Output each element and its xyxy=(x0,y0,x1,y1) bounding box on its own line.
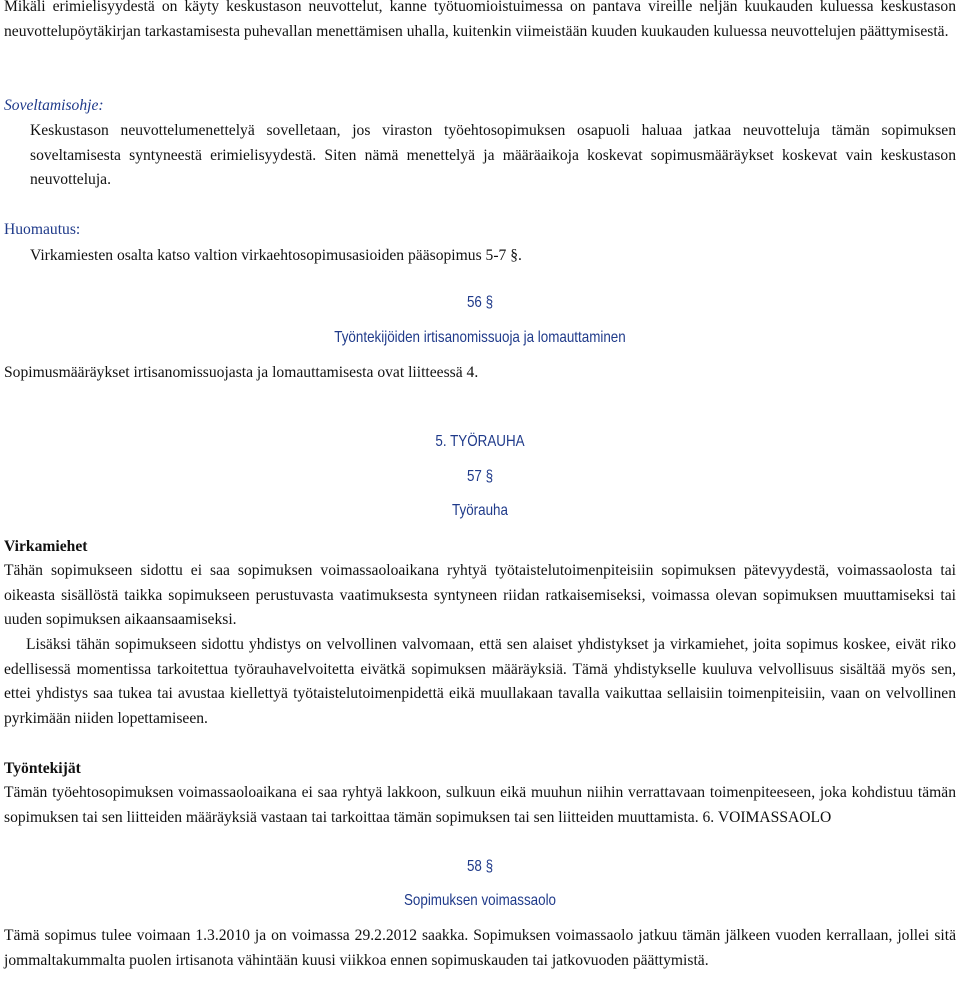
section-58-number: 58 § xyxy=(466,858,494,875)
section-58-text: Tämä sopimus tulee voimaan 1.3.2010 ja on voimassa 29.2.2012 saakka. Sopimuksen voimassaolo jatkuu tämän jälkeen vuoden kerrallaan, jollei sitä jommaltakummalta puolen irtisanota vähintään kuusi viikkoa ennen sopimuskauden tai jatkovuoden päättymistä. xyxy=(4,927,956,969)
soveltamisohje-text: Keskustason neuvottelumenettelyä sovelletaan, jos viraston työehtosopimuksen osapuoli haluaa jatkaa neuvotteluja tämän sopimuksen soveltamisesta syntyneestä erimielisyydestä. Siten nämä menettelyä ja määräaikoja koskevat sopimusmääräykset koskevat vain keskustason neuvotteluja. xyxy=(30,122,956,189)
section-56-number: 56 § xyxy=(466,294,494,311)
huomautus-text: Virkamiesten osalta katso valtion virkaehtosopimusasioiden pääsopimus 5-7 §. xyxy=(30,247,522,264)
virkamiehet-heading: Virkamiehet xyxy=(4,538,88,555)
soveltamisohje-label: Soveltamisohje: xyxy=(4,97,104,114)
tyontekijat-heading: Työntekijät xyxy=(4,760,81,777)
section-57-title: Työrauha xyxy=(452,502,508,519)
section-58-title: Sopimuksen voimassaolo xyxy=(403,892,557,909)
virkamiehet-paragraph-1: Tähän sopimukseen sidottu ei saa sopimuksen voimassaoloaikana ryhtyä työtaistelutoimenpiteisiin sopimuksen pätevyydestä, voimassaolosta tai oikeasta sisällöstä taikka sopimukseen perustuvasta vaatimuksesta syntyneen riidan ratkaisemiseksi, voimassa olevan sopimuksen muuttamiseksi tai uuden sopimuksen aikaansaamiseksi. xyxy=(4,562,956,629)
section-56-title: Työntekijöiden irtisanomissuoja ja lomauttaminen xyxy=(334,329,626,346)
tyontekijat-paragraph: Tämän työehtosopimuksen voimassaoloaikana ei saa ryhtyä lakkoon, sulkuun eikä muuhun niihin verrattavaan toimenpiteeseen, joka kohdistuu tämän sopimuksen tai sen liitteiden määräyksiä vastaan tai tarkoittaa tämän sopimuksen tai sen liitteiden muuttamista. 6. VOIMASSAOLO xyxy=(4,784,956,826)
chapter-5-title: 5. TYÖRAUHA xyxy=(435,433,525,450)
virkamiehet-paragraph-2: Lisäksi tähän sopimukseen sidottu yhdistys on velvollinen valvomaan, että sen alaiset yhdistykset ja virkamiehet, joita sopimus koskee, eivät riko edellisessä momentissa tarkoitettua työrauhavelvoitetta eivätkä sopimuksen määräyksiä. Tämä yhdistykselle kuuluva velvollisuus sisältää myös sen, ettei yhdistys saa tukea tai avustaa kiellettyä työtaistelutoimenpidettä eikä muullakaan tavalla vaikuttaa sellaisiin toimenpiteisiin, vaan on velvollinen pyrkimään niiden lopettamiseen. xyxy=(4,636,956,727)
section-57-number: 57 § xyxy=(466,468,494,485)
huomautus-label: Huomautus: xyxy=(4,221,81,238)
section-56-text: Sopimusmääräykset irtisanomissuojasta ja lomauttamisesta ovat liitteessä 4. xyxy=(4,364,479,381)
top-paragraph: Mikäli erimielisyydestä on käyty keskustason neuvottelut, kanne työtuomioistuimessa on pantava vireille neljän kuukauden kuluessa keskustason neuvottelupöytäkirjan tarkastamisesta puhevallan menettämisen uhalla, kuitenkin viimeistään kuuden kuukauden kuluessa neuvottelujen päättymisestä. xyxy=(4,0,956,40)
